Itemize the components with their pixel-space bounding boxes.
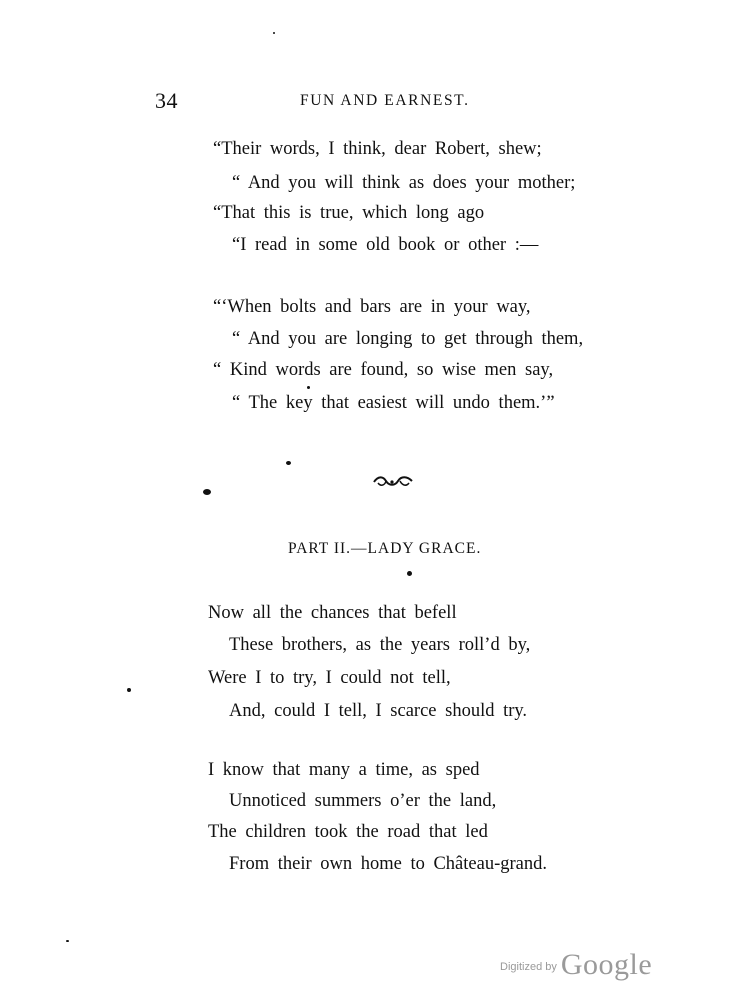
- page-number: 34: [155, 88, 178, 113]
- ink-speck: [407, 571, 412, 576]
- verse-line: These brothers, as the years roll’d by,: [229, 635, 531, 655]
- watermark-prefix: Digitized by: [500, 961, 557, 973]
- ink-speck: [66, 940, 69, 942]
- verse-line: And, could I tell, I scarce should try.: [229, 701, 528, 721]
- section-heading: PART II.—LADY GRACE.: [288, 540, 482, 557]
- verse-line: “ And you are longing to get through them,: [232, 329, 584, 349]
- verse-line: Unnoticed summers o’er the land,: [229, 791, 497, 811]
- verse-line: “ Kind words are found, so wise men say,: [213, 360, 554, 380]
- ink-speck: [203, 489, 211, 495]
- verse-line: “ And you will think as does your mother;: [232, 173, 576, 193]
- ink-speck: [127, 688, 131, 692]
- verse-line: Now all the chances that befell: [208, 603, 457, 623]
- google-logo: Google: [560, 948, 653, 981]
- ink-speck: [273, 32, 275, 34]
- digitized-watermark: [500, 948, 652, 982]
- verse-line: “ The key that easiest will undo them.’”: [232, 393, 555, 413]
- verse-line: “I read in some old book or other :—: [232, 235, 539, 255]
- verse-line: The children took the road that led: [208, 822, 488, 842]
- verse-line: From their own home to Château-grand.: [229, 854, 547, 874]
- ink-speck: [307, 386, 310, 389]
- verse-line: “That this is true, which long ago: [213, 203, 485, 223]
- verse-line: “‘When bolts and bars are in your way,: [213, 297, 531, 317]
- verse-line: “Their words, I think, dear Robert, shew;: [213, 139, 542, 159]
- ink-speck: [286, 461, 291, 465]
- verse-line: I know that many a time, as sped: [208, 760, 480, 780]
- running-title: FUN AND EARNEST.: [300, 92, 470, 109]
- ornament-divider-icon: [372, 473, 414, 489]
- verse-line: Were I to try, I could not tell,: [208, 668, 451, 688]
